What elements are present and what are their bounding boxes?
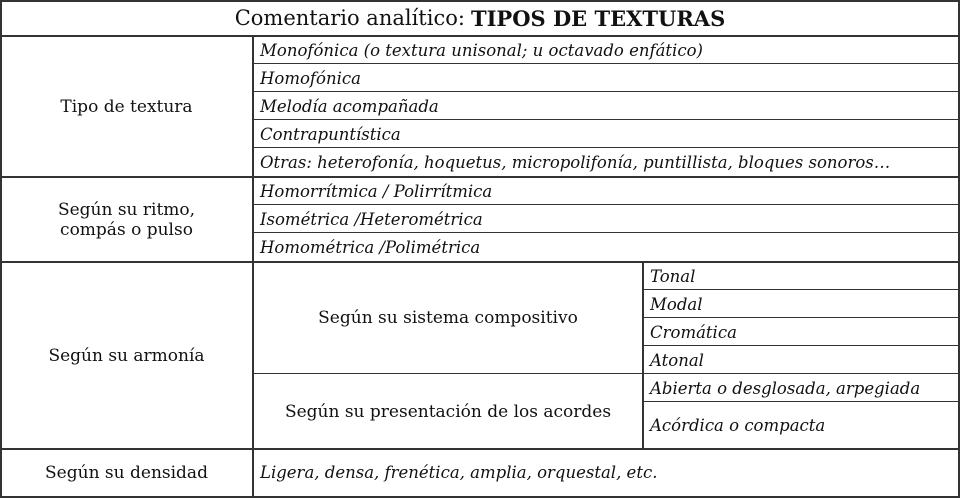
divider xyxy=(253,204,960,205)
title-prefix: Comentario analítico: xyxy=(234,6,465,30)
divider xyxy=(643,401,960,402)
row-header-label: Según su armonía xyxy=(48,345,205,366)
divider xyxy=(252,36,254,498)
subheader-sistema xyxy=(253,262,643,374)
list-item: Melodía acompañada xyxy=(260,96,439,116)
divider xyxy=(253,373,960,374)
row-header-armonia xyxy=(0,262,253,449)
divider xyxy=(643,317,960,318)
list-item: Tonal xyxy=(650,266,696,286)
divider xyxy=(253,147,960,148)
divider xyxy=(0,176,960,178)
divider xyxy=(643,345,960,346)
list-item: Homorrítmica / Polirrítmica xyxy=(260,181,493,201)
list-item: Acórdica o compacta xyxy=(650,416,826,435)
divider xyxy=(253,232,960,233)
row-header-label-line2: compás o pulso xyxy=(60,219,193,240)
divider xyxy=(253,91,960,92)
divider xyxy=(0,35,960,37)
title-emphasis: TIPOS DE TEXTURAS xyxy=(470,5,726,31)
list-item: Cromática xyxy=(650,322,737,342)
list-item: Ligera, densa, frenética, amplia, orquestal, etc. xyxy=(260,463,658,482)
list-item: Contrapuntística xyxy=(260,124,401,144)
row-header-label: Según su densidad xyxy=(45,462,208,483)
row-header-label: Tipo de textura xyxy=(60,96,193,117)
divider xyxy=(253,119,960,120)
list-item: Monofónica (o textura unisonal; u octavado enfático) xyxy=(260,40,703,60)
divider xyxy=(643,289,960,290)
row-header-ritmo xyxy=(0,177,253,262)
subheader-label: Según su sistema compositivo xyxy=(318,308,578,328)
row-header-label-line1: Según su ritmo, xyxy=(57,199,196,220)
subheader-presentacion xyxy=(253,374,643,449)
list-item: Homofónica xyxy=(260,68,361,88)
list-item: Atonal xyxy=(650,350,704,370)
divider xyxy=(0,0,2,498)
list-item: Otras: heterofonía, hoquetus, micropolifonía, puntillista, bloques sonoros… xyxy=(260,153,891,172)
divider xyxy=(253,63,960,64)
divider xyxy=(0,448,960,450)
subheader-label: Según su presentación de los acordes xyxy=(284,401,612,422)
row-header-densidad xyxy=(0,449,253,496)
list-item: Modal xyxy=(650,294,703,314)
divider xyxy=(0,0,960,2)
list-item: Isométrica /Heterométrica xyxy=(260,209,483,229)
list-item: Homométrica /Polimétrica xyxy=(260,238,481,257)
divider xyxy=(0,261,960,263)
table-title xyxy=(0,0,960,36)
list-item: Abierta o desglosada, arpegiada xyxy=(650,378,921,398)
divider xyxy=(642,262,644,449)
row-header-tipo xyxy=(0,36,253,177)
